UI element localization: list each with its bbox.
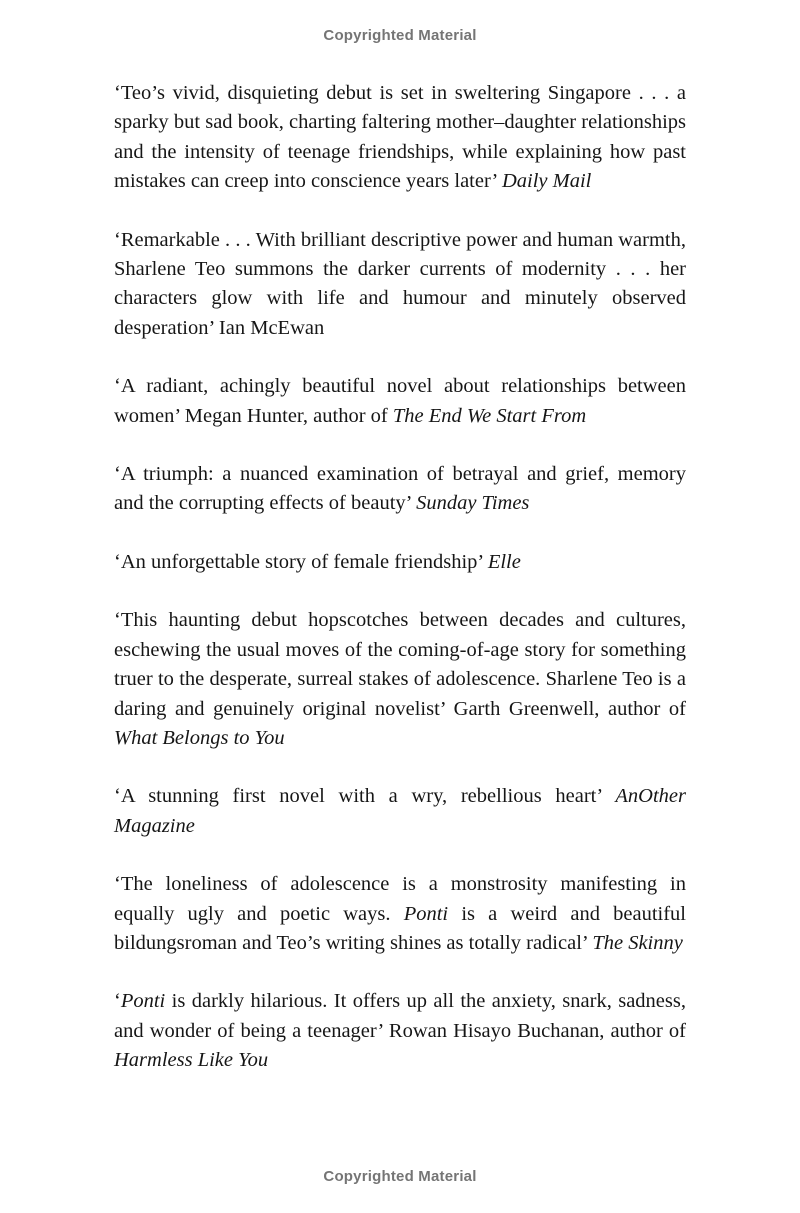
publication-title: Harmless Like You [114,1049,269,1072]
publication-title: The End We Start From [392,404,587,427]
praise-quote [114,372,686,431]
praise-quote [114,548,686,577]
copyright-notice-bottom: Copyrighted Material [323,1168,477,1185]
quote-text: is darkly hilarious. It offers up all the anxiety, snark, sadness, and wonder of being a teenager’ Rowan Hisayo Buchanan, author of [114,990,686,1042]
copyright-notice-top: Copyrighted Material [323,27,477,44]
quote-text: ‘Remarkable . . . With brilliant descriptive power and human warmth, Sharlene Teo summons the darker currents of modernity . . . her characters glow with life and humour and minutely observed desperation’ Ian McEwan [114,228,686,339]
publication-title: The Skinny [592,931,683,954]
quote-text: ‘An unforgettable story of female friendship’ [114,550,488,573]
quote-text: ‘The loneliness of adolescence is a monstrosity manifesting in equally ugly and poetic ways. [114,873,686,925]
praise-quote [114,226,686,344]
quote-text: ‘A radiant, achingly beautiful novel about relationships between women’ Megan Hunter, author of [114,375,686,427]
publication-title: AnOther Magazine [114,785,686,837]
quote-text: ‘A triumph: a nuanced examination of betrayal and grief, memory and the corrupting effects of beauty’ [114,463,686,515]
praise-quotes-list [114,79,686,1076]
quote-text: ‘A stunning first novel with a wry, rebellious heart’ [114,785,616,808]
quote-text: ‘Teo’s vivid, disquieting debut is set in sweltering Singapore . . . a sparky but sad book, charting faltering mother–daughter relationships and the intensity of teenage friendships, while explaining how past mistakes can creep into conscience years later’ [114,82,686,193]
praise-quote [114,606,686,753]
publication-title: Daily Mail [501,170,592,193]
publication-title: Ponti [403,902,449,925]
publication-title: Elle [487,550,521,573]
publication-title: Ponti [120,990,166,1013]
praise-quote [114,870,686,958]
publication-title: Sunday Times [416,492,530,515]
publication-title: What Belongs to You [114,726,285,749]
praise-quote [114,79,686,197]
quote-text: ‘This haunting debut hopscotches between decades and cultures, eschewing the usual moves of the coming-of-age story for something truer to the desperate, surreal stakes of adolescence. Sharlene Teo is a daring and genuinely original novelist’ Garth Greenwell, author of [114,609,686,720]
quote-text: ‘ [114,990,121,1013]
quote-text: is a weird and beautiful bildungsroman and Teo’s writing shines as totally radical’ [114,902,686,954]
praise-quote [114,460,686,519]
praise-quote [114,782,686,841]
praise-quote [114,987,686,1075]
